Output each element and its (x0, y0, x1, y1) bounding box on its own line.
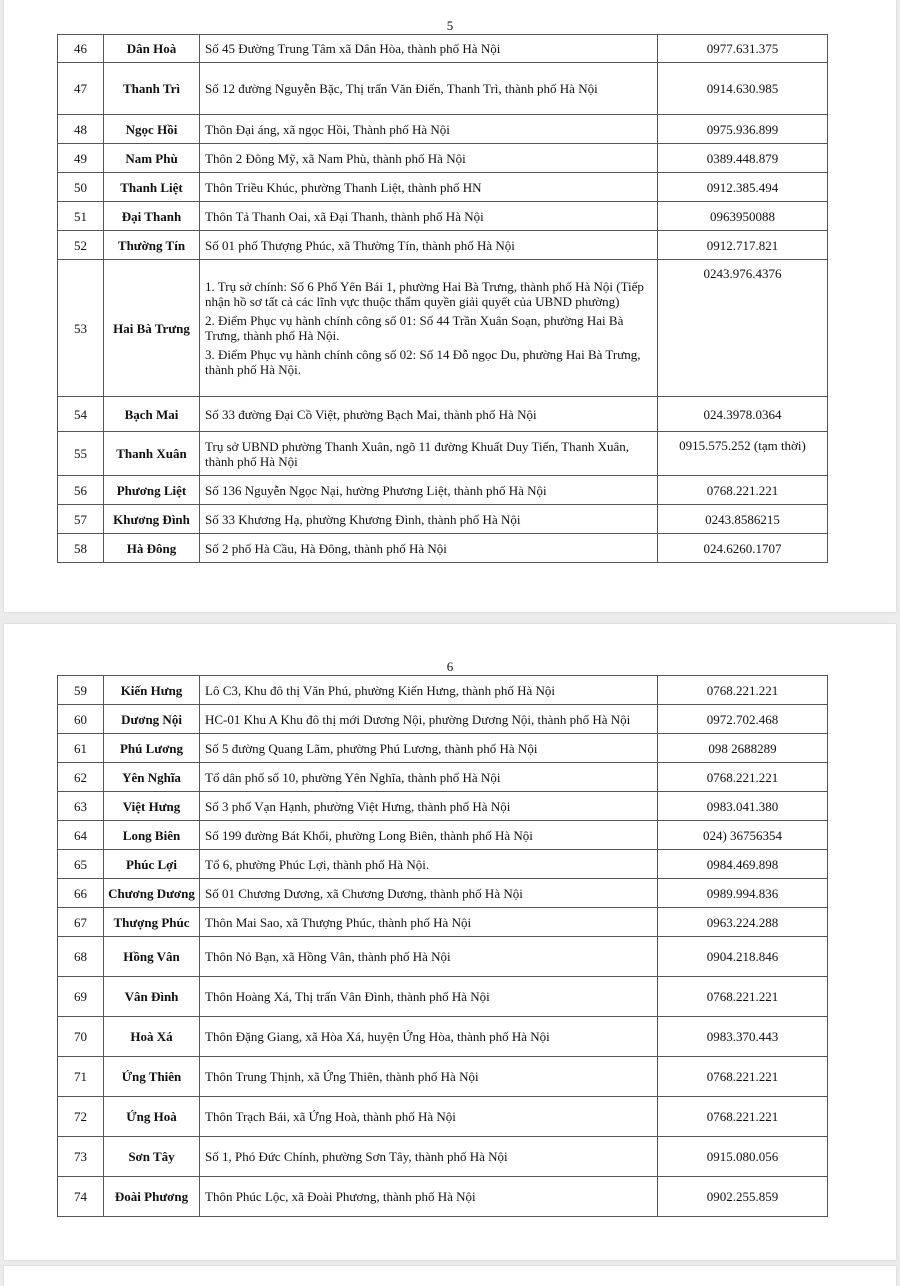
phone-number: 0915.575.252 (tạm thời) (658, 432, 828, 476)
phone-number: 0243.976.4376 (658, 260, 828, 397)
phone-number: 0768.221.221 (658, 1097, 828, 1137)
address-line: Số 01 phố Thượng Phúc, xã Thường Tín, thành phố Hà Nội (205, 237, 515, 253)
ward-name: Thanh Liệt (104, 173, 200, 202)
ward-name: Phúc Lợi (104, 850, 200, 879)
phone-number: 0902.255.859 (658, 1177, 828, 1217)
row-number: 61 (58, 734, 104, 763)
table-row (58, 432, 828, 476)
address-line: Số 01 Chương Dương, xã Chương Dương, thành phố Hà Nội (205, 885, 523, 901)
address-line: Thôn Tả Thanh Oai, xã Đại Thanh, thành phố Hà Nội (205, 208, 484, 224)
address-cell (200, 115, 658, 144)
row-number: 51 (58, 202, 104, 231)
ward-name: Việt Hưng (104, 792, 200, 821)
address-line: Thôn Hoàng Xá, Thị trấn Vân Đình, thành phố Hà Nội (205, 989, 490, 1004)
address-cell (200, 260, 658, 397)
table-row (58, 231, 828, 260)
address-cell (200, 792, 658, 821)
address-line: Tổ dân phố số 10, phường Yên Nghĩa, thành phố Hà Nội (205, 769, 501, 785)
address-cell (200, 821, 658, 850)
ward-name: Yên Nghĩa (104, 763, 200, 792)
phone-number: 0989.994.836 (658, 879, 828, 908)
address-cell (200, 1097, 658, 1137)
address-line: Thôn Triều Khúc, phường Thanh Liệt, thành phố HN (205, 179, 482, 195)
address-cell (200, 879, 658, 908)
row-number: 48 (58, 115, 104, 144)
address-cell (200, 63, 658, 115)
ward-contact-table (57, 34, 828, 563)
phone-number: 0389.448.879 (658, 144, 828, 173)
table-row (58, 35, 828, 63)
row-number: 70 (58, 1017, 104, 1057)
ward-name: Dương Nội (104, 705, 200, 734)
address-line: Thôn Đặng Giang, xã Hòa Xá, huyện Ứng Hòa, thành phố Hà Nội (205, 1029, 550, 1044)
address-cell (200, 432, 658, 476)
phone-number: 0963.224.288 (658, 908, 828, 937)
phone-number: 0975.936.899 (658, 115, 828, 144)
ward-name: Hoà Xá (104, 1017, 200, 1057)
address-line: Số 33 Khương Hạ, phường Khương Đình, thành phố Hà Nội (205, 511, 521, 527)
row-number: 74 (58, 1177, 104, 1217)
row-number: 69 (58, 977, 104, 1017)
ward-name: Ứng Hoà (104, 1097, 200, 1137)
address-line: Thôn Trạch Bái, xã Ứng Hoà, thành phố Hà Nội (205, 1109, 456, 1124)
row-number: 57 (58, 505, 104, 534)
address-cell (200, 505, 658, 534)
row-number: 53 (58, 260, 104, 397)
address-line: Số 136 Nguyễn Ngọc Nại, hường Phương Liệt, thành phố Hà Nội (205, 482, 547, 498)
ward-name: Nam Phù (104, 144, 200, 173)
row-number: 68 (58, 937, 104, 977)
ward-name: Ngọc Hồi (104, 115, 200, 144)
phone-number: 0915.080.056 (658, 1137, 828, 1177)
address-cell (200, 937, 658, 977)
phone-number: 0768.221.221 (658, 977, 828, 1017)
document-page-6 (4, 624, 896, 1260)
address-cell (200, 1137, 658, 1177)
row-number: 59 (58, 676, 104, 705)
table-row (58, 734, 828, 763)
address-cell (200, 173, 658, 202)
row-number: 50 (58, 173, 104, 202)
address-line: HC-01 Khu A Khu đô thị mới Dương Nội, phường Dương Nội, thành phố Hà Nội (205, 711, 631, 727)
address-line: Số 3 phố Vạn Hạnh, phường Việt Hưng, thành phố Hà Nội (205, 798, 511, 814)
address-cell (200, 231, 658, 260)
address-cell (200, 1057, 658, 1097)
address-line: Số 33 đường Đại Cồ Việt, phường Bạch Mai, thành phố Hà Nội (205, 406, 537, 422)
phone-number: 0914.630.985 (658, 63, 828, 115)
phone-number: 0983.041.380 (658, 792, 828, 821)
ward-name: Ứng Thiên (104, 1057, 200, 1097)
address-line: Thôn 2 Đông Mỹ, xã Nam Phù, thành phố Hà Nội (205, 150, 466, 166)
address-line: Số 45 Đường Trung Tâm xã Dân Hòa, thành phố Hà Nội (205, 41, 501, 56)
address-cell (200, 850, 658, 879)
table-row (58, 977, 828, 1017)
row-number: 67 (58, 908, 104, 937)
ward-name: Hồng Vân (104, 937, 200, 977)
address-cell (200, 908, 658, 937)
row-number: 58 (58, 534, 104, 563)
address-line: Thôn Nỏ Bạn, xã Hồng Vân, thành phố Hà Nội (205, 949, 451, 964)
table-row (58, 260, 828, 397)
address-line: Số 12 đường Nguyễn Bặc, Thị trấn Văn Điển, Thanh Trì, thành phố Hà Nội (205, 81, 598, 96)
table-row (58, 144, 828, 173)
ward-name: Thường Tín (104, 231, 200, 260)
table-row (58, 705, 828, 734)
document-page-next (4, 1266, 896, 1286)
address-cell (200, 763, 658, 792)
page-number: 5 (446, 18, 454, 33)
ward-name: Hà Đông (104, 534, 200, 563)
row-number: 65 (58, 850, 104, 879)
table-row (58, 792, 828, 821)
row-number: 49 (58, 144, 104, 173)
address-cell (200, 1017, 658, 1057)
row-number: 47 (58, 63, 104, 115)
row-number: 52 (58, 231, 104, 260)
phone-number: 098 2688289 (658, 734, 828, 763)
table-row (58, 821, 828, 850)
address-line: Thôn Đại áng, xã ngọc Hồi, Thành phố Hà Nội (205, 121, 450, 137)
table-row (58, 676, 828, 705)
table-row (58, 879, 828, 908)
row-number: 66 (58, 879, 104, 908)
phone-number: 0912.717.821 (658, 231, 828, 260)
ward-name: Thượng Phúc (104, 908, 200, 937)
table-row (58, 476, 828, 505)
table-row (58, 534, 828, 563)
ward-contact-table (57, 675, 828, 1217)
ward-name: Vân Đình (104, 977, 200, 1017)
row-number: 54 (58, 397, 104, 432)
row-number: 64 (58, 821, 104, 850)
table-row (58, 173, 828, 202)
phone-number: 0243.8586215 (658, 505, 828, 534)
ward-name: Hai Bà Trưng (104, 260, 200, 397)
address-line: Thôn Phúc Lộc, xã Đoài Phương, thành phố Hà Nội (205, 1189, 476, 1204)
ward-name: Khương Đình (104, 505, 200, 534)
table-row (58, 850, 828, 879)
table-row (58, 202, 828, 231)
address-cell (200, 202, 658, 231)
ward-name: Bạch Mai (104, 397, 200, 432)
address-cell (200, 397, 658, 432)
phone-number: 0984.469.898 (658, 850, 828, 879)
ward-name: Sơn Tây (104, 1137, 200, 1177)
address-line: Thôn Trung Thịnh, xã Ứng Thiên, thành phố Hà Nội (205, 1069, 479, 1084)
table-row (58, 763, 828, 792)
ward-name: Phương Liệt (104, 476, 200, 505)
ward-name: Thanh Xuân (104, 432, 200, 476)
ward-name: Đoài Phương (104, 1177, 200, 1217)
ward-name: Đại Thanh (104, 202, 200, 231)
page-number: 6 (446, 659, 454, 674)
row-number: 62 (58, 763, 104, 792)
address-cell (200, 1177, 658, 1217)
row-number: 55 (58, 432, 104, 476)
row-number: 63 (58, 792, 104, 821)
phone-number: 0904.218.846 (658, 937, 828, 977)
table-row (58, 1017, 828, 1057)
phone-number: 0768.221.221 (658, 476, 828, 505)
phone-number: 0977.631.375 (658, 35, 828, 63)
ward-name: Phú Lương (104, 734, 200, 763)
table-row (58, 1097, 828, 1137)
address-cell (200, 676, 658, 705)
phone-number: 0972.702.468 (658, 705, 828, 734)
document-page-5 (4, 0, 896, 612)
row-number: 60 (58, 705, 104, 734)
ward-name: Thanh Trì (104, 63, 200, 115)
table-row (58, 1137, 828, 1177)
address-cell (200, 734, 658, 763)
address-cell (200, 977, 658, 1017)
row-number: 71 (58, 1057, 104, 1097)
address-line: Trụ sở UBND phường Thanh Xuân, ngõ 11 đường Khuất Duy Tiến, Thanh Xuân, thành phố Hà Nội (205, 438, 629, 469)
address-cell (200, 705, 658, 734)
row-number: 73 (58, 1137, 104, 1177)
table-row (58, 908, 828, 937)
phone-number: 0768.221.221 (658, 676, 828, 705)
address-line: Số 5 đường Quang Lãm, phường Phú Lương, thành phố Hà Nội (205, 740, 538, 756)
address-line: Lô C3, Khu đô thị Văn Phú, phường Kiến Hưng, thành phố Hà Nội (205, 682, 556, 698)
address-cell (200, 534, 658, 563)
table-row (58, 115, 828, 144)
row-number: 72 (58, 1097, 104, 1137)
address-line: Tổ 6, phường Phúc Lợi, thành phố Hà Nội. (205, 856, 430, 872)
phone-number: 024.3978.0364 (658, 397, 828, 432)
table-row (58, 937, 828, 977)
row-number: 46 (58, 35, 104, 63)
address-cell (200, 144, 658, 173)
address-line: Thôn Mai Sao, xã Thượng Phúc, thành phố Hà Nội (205, 914, 472, 930)
table-row (58, 505, 828, 534)
phone-number: 0768.221.221 (658, 1057, 828, 1097)
ward-name: Long Biên (104, 821, 200, 850)
address-line: Số 199 đường Bát Khối, phường Long Biên, thành phố Hà Nội (205, 827, 533, 843)
table-row (58, 397, 828, 432)
address-line: 3. Điểm Phục vụ hành chính công số 02: Số 14 Đỗ ngọc Du, phường Hai Bà Trưng, thành phố Hà Nội. (205, 347, 641, 377)
address-line: Số 1, Phó Đức Chính, phường Sơn Tây, thành phố Hà Nội (205, 1149, 508, 1164)
address-line: 2. Điểm Phục vụ hành chính công số 01: Số 44 Trần Xuân Soạn, phường Hai Bà Trưng, thành phố Hà Nội. (205, 313, 624, 343)
phone-number: 0963950088 (658, 202, 828, 231)
table-row (58, 1177, 828, 1217)
row-number: 56 (58, 476, 104, 505)
address-cell (200, 35, 658, 63)
address-line: Số 2 phố Hà Cầu, Hà Đông, thành phố Hà Nội (205, 540, 447, 556)
phone-number: 024.6260.1707 (658, 534, 828, 563)
ward-name: Kiến Hưng (104, 676, 200, 705)
address-line: 1. Trụ sở chính: Số 6 Phố Yên Bái 1, phường Hai Bà Trưng, thành phố Hà Nội (Tiếp nhận hồ sơ tất cả các lĩnh vực thuộc thẩm quyền giải quyết của UBND phường) (205, 279, 644, 309)
table-row (58, 1057, 828, 1097)
ward-name: Dân Hoà (104, 35, 200, 63)
phone-number: 024) 36756354 (658, 821, 828, 850)
phone-number: 0983.370.443 (658, 1017, 828, 1057)
phone-number: 0912.385.494 (658, 173, 828, 202)
phone-number: 0768.221.221 (658, 763, 828, 792)
table-row (58, 63, 828, 115)
address-cell (200, 476, 658, 505)
ward-name: Chương Dương (104, 879, 200, 908)
